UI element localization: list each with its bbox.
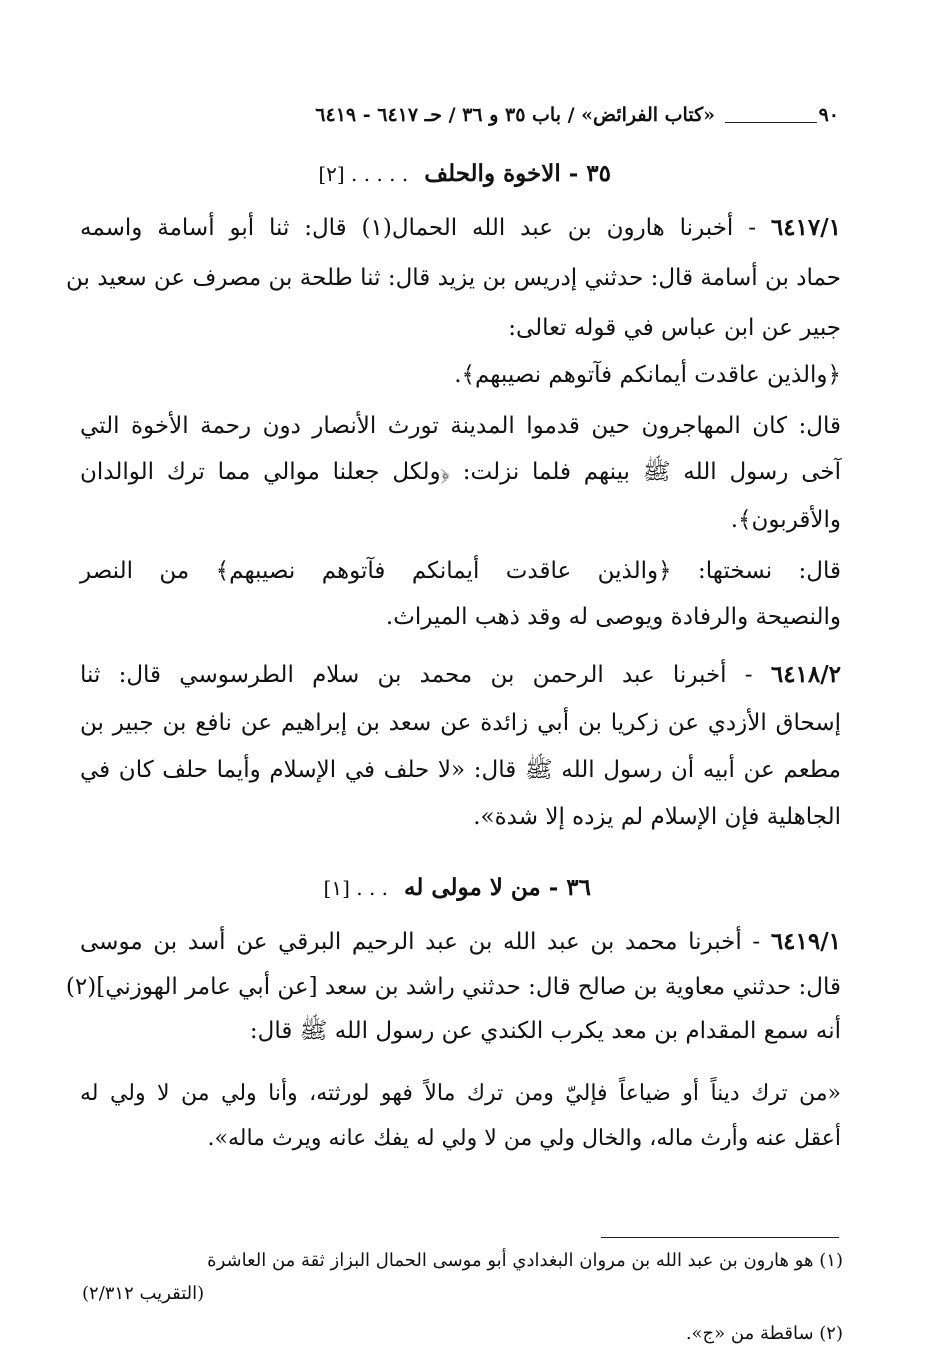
hadith-line: [80, 216, 841, 240]
hadith-text: - أخبرنا محمد بن عبد الله بن عبد الرحيم البرقي عن أسد بن موسى: [80, 929, 761, 955]
hadith-number: ٦٤١٩/١: [770, 928, 841, 955]
footnote-source: (التقريب ٢/٣١٢): [82, 1283, 205, 1304]
hadith-line: الجاهلية فإن الإسلام لم يزده إلا شدة».: [473, 804, 841, 830]
running-title: «كتاب الفرائض» / باب ٣٥ و ٣٦ / حـ ٦٤١٧ - ٦٤١٩: [315, 104, 715, 126]
footnote-rule: [601, 1237, 839, 1238]
hadith-line: جبير عن ابن عباس في قوله تعالى:: [508, 315, 841, 341]
hadith-line: قال: نسختها: ﴿والذين عاقدت أيمانكم فآتوهم نصيبهم﴾ من النصر: [80, 558, 841, 584]
hadith-line: أنه سمع المقدام بن معد يكرب الكندي عن رسول الله ﷺ قال:: [249, 1018, 841, 1044]
hadith-line: آخى رسول الله ﷺ بينهم فلما نزلت: ﴿ولكل جعلنا موالي مما ترك الوالدان: [80, 459, 841, 485]
section-ref: . . . . . [٢]: [318, 162, 409, 186]
hadith-quote-line: «من ترك ديناً أو ضياعاً فإليّ ومن ترك مالاً فهو لورثته، وأنا ولي من لا ولي له: [80, 1081, 841, 1106]
hadith-line: والأقربون﴾.: [730, 507, 841, 533]
section-title: ٣٥ - الاخوة والحلف: [424, 160, 611, 187]
hadith-line: إسحاق الأزدي عن زكريا بن أبي زائدة عن سعد بن إبراهيم عن نافع بن جبير بن: [80, 710, 841, 736]
hadith-number: ٦٤١٨/٢: [770, 661, 842, 688]
quran-verse: ﴿والذين عاقدت أيمانكم فآتوهم نصيبهم﴾.: [454, 362, 841, 388]
section-ref: . . . [١]: [323, 876, 389, 900]
page-number: ٩٠: [818, 104, 839, 126]
section-title: ٣٦ - من لا مولى له: [404, 874, 591, 901]
hadith-line: مطعم عن أبيه أن رسول الله ﷺ قال: «لا حلف في الإسلام وأيما حلف كان في: [80, 757, 841, 783]
hadith-line: [80, 930, 841, 954]
hadith-line: قال: كان المهاجرون حين قدموا المدينة تورث الأنصار دون رحمة الأخوة التي: [80, 413, 841, 439]
section-heading: [324, 874, 592, 901]
footnote: (٢) ساقطة من «ج».: [685, 1323, 843, 1344]
hadith-line: حماد بن أسامة قال: حدثني إدريس بن يزيد قال: ثنا طلحة بن مصرف عن سعيد بن: [65, 265, 841, 291]
footnote: (١) هو هارون بن عبد الله بن مروان البغدادي أبو موسى الحمال البزاز ثقة من العاشرة: [207, 1250, 843, 1271]
hadith-line: [80, 663, 841, 687]
hadith-text: - أخبرنا عبد الرحمن بن محمد بن سلام الطرسوسي قال: ثنا: [80, 662, 753, 688]
hadith-text: - أخبرنا هارون بن عبد الله الحمال(١) قال: ثنا أبو أسامة واسمه: [80, 215, 756, 241]
hadith-line: قال: حدثني معاوية بن صالح قال: حدثني راشد بن سعد [عن أبي عامر الهوزني](٢): [65, 974, 841, 1000]
hadith-line: والنصيحة والرفادة ويوصى له وقد ذهب الميراث.: [385, 604, 841, 630]
section-heading: [318, 160, 611, 187]
running-header: [80, 100, 839, 134]
hadith-number: ٦٤١٧/١: [770, 214, 842, 241]
hadith-quote-line: أعقل عنه وأرث ماله، والخال ولي من لا ولي له يفك عانه ويرث ماله».: [207, 1126, 841, 1151]
header-rule: [725, 122, 817, 123]
